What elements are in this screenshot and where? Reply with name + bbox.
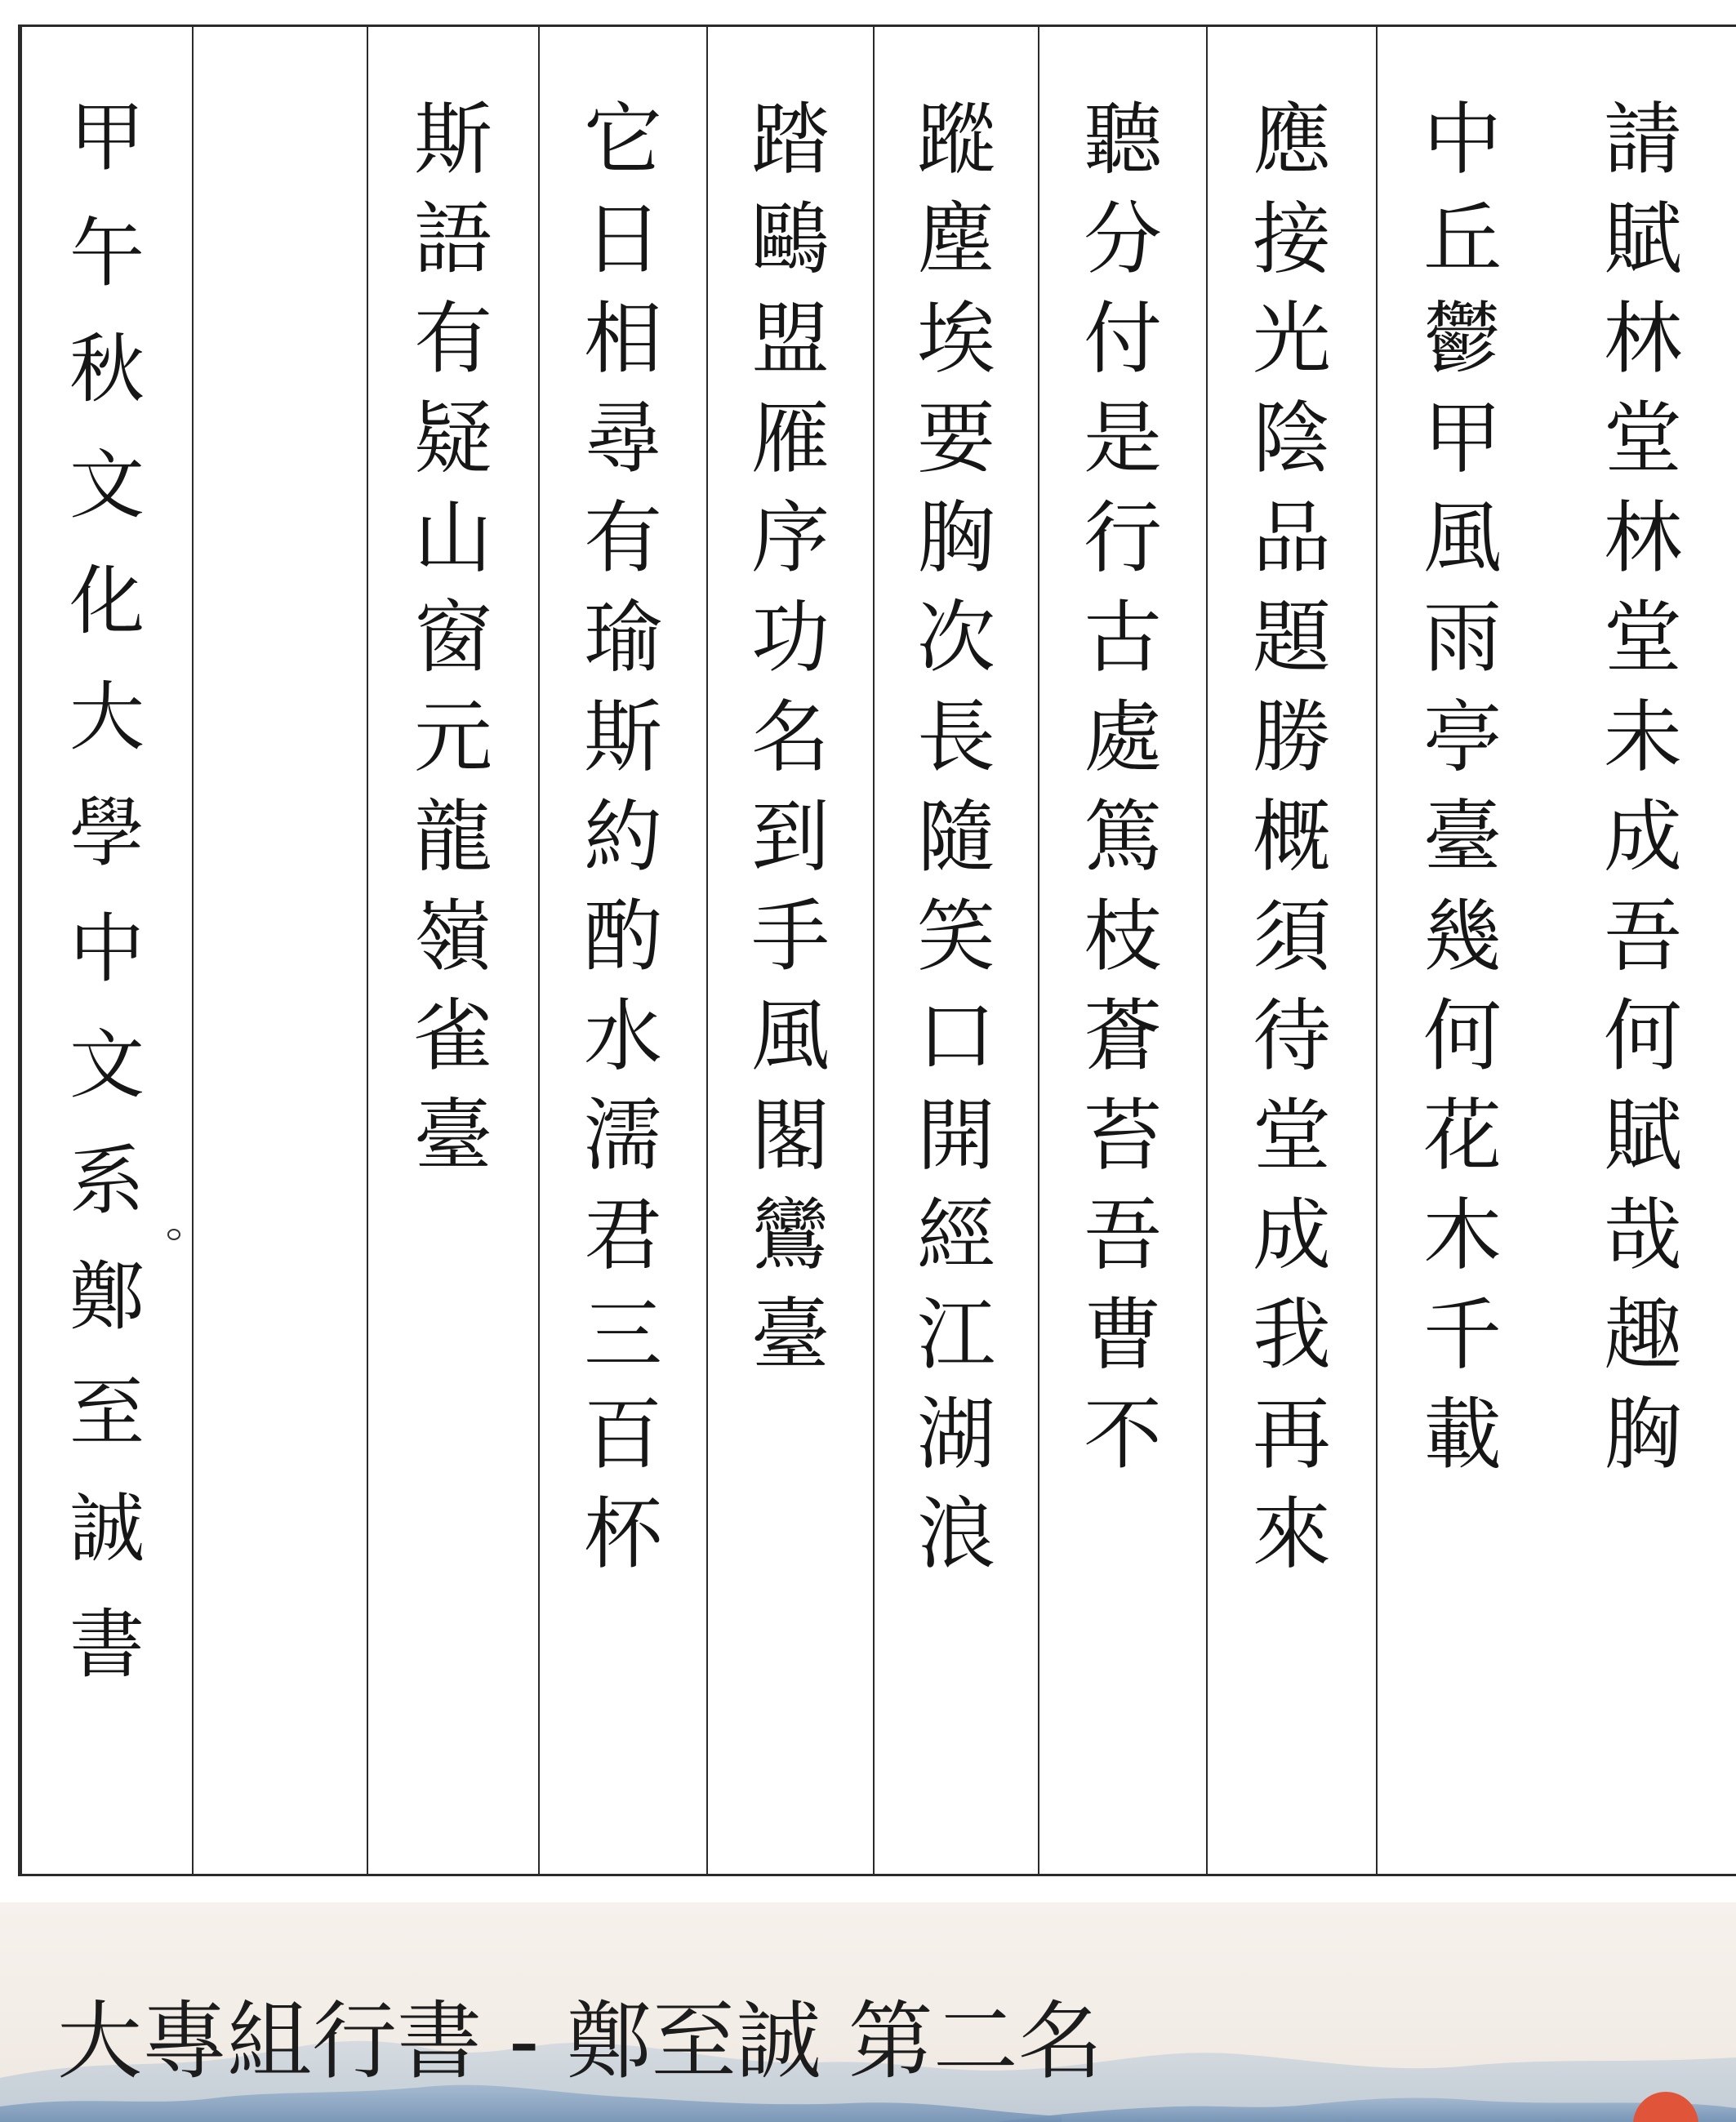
column-text [1378,94,1547,1495]
calligraphy-character: 語 [414,194,492,285]
calligraphy-character: 濡 [584,1090,662,1181]
calligraphy-column-8 [367,27,538,1874]
calligraphy-character: 閣 [751,1090,830,1181]
calligraphy-column-5 [873,27,1038,1874]
column-text [1547,94,1736,1495]
calligraphy-character: 臺 [751,1289,830,1381]
calligraphy-character: 題 [1253,592,1331,683]
calligraphy-character: 曹 [1084,1289,1162,1381]
column-text [368,94,538,1196]
calligraphy-character: 酌 [584,891,662,982]
calligraphy-character: 是 [1084,393,1162,484]
calligraphy-character: 接 [1253,194,1331,285]
calligraphy-character: 鸞 [751,1190,830,1281]
signature-column [20,27,192,1874]
calligraphy-character: 疑 [414,393,492,484]
calligraphy-character: 長 [917,692,995,783]
calligraphy-character: 風 [1423,492,1502,584]
calligraphy-character: 篤 [1084,791,1162,883]
calligraphy-character: 名 [751,692,830,783]
calligraphy-column-1 [1547,27,1736,1874]
calligraphy-character: 手 [751,891,830,982]
calligraphy-character: 至 [69,1369,145,1457]
calligraphy-character: 文 [69,442,145,529]
calligraphy-character: 午 [69,210,145,297]
calligraphy-character: 江 [917,1289,995,1381]
calligraphy-character: 行 [1084,492,1162,584]
calligraphy-character: 秋 [69,326,145,413]
column-text [1208,94,1376,1595]
calligraphy-character: 雀 [414,990,492,1082]
calligraphy-character: 勝 [1253,692,1331,783]
calligraphy-character: 盟 [751,293,830,385]
ink-dot [167,1229,180,1240]
calligraphy-character: 何 [1604,990,1682,1082]
calligraphy-character: 蒼 [1084,990,1162,1082]
calligraphy-character: 趣 [1604,1289,1682,1381]
calligraphy-character: 胸 [917,492,995,584]
calligraphy-sheet [18,24,1736,1876]
calligraphy-character: 品 [1253,492,1331,584]
calligraphy-character: 須 [1253,891,1331,982]
calligraphy-character: 雁 [751,393,830,484]
column-text [708,94,873,1395]
calligraphy-column-4 [1038,27,1206,1874]
calligraphy-character: 應 [1253,94,1331,185]
calligraphy-character: 大 [69,674,145,761]
calligraphy-character: 踏 [751,94,830,185]
calligraphy-character: 甲 [69,94,145,181]
calligraphy-character: 吾 [1604,891,1682,982]
calligraphy-character: 成 [1253,1190,1331,1281]
calligraphy-character: 笑 [917,891,995,982]
calligraphy-character: 到 [751,791,830,883]
calligraphy-character: 亭 [1423,692,1502,783]
calligraphy-character: 鄭 [69,1253,145,1341]
calligraphy-character: 堂 [1604,592,1682,683]
calligraphy-character: 序 [751,492,830,584]
award-caption: 大專組行書 - 鄭至誠 第二名 [57,1991,1103,2091]
calligraphy-character: 蹤 [917,94,995,185]
calligraphy-character: 嶺 [414,891,492,982]
calligraphy-character: 水 [584,990,662,1082]
calligraphy-character: 何 [1423,990,1502,1082]
column-text [540,94,706,1595]
calligraphy-character: 相 [584,293,662,385]
calligraphy-character: 杯 [584,1488,662,1580]
column-text [875,94,1038,1595]
calligraphy-character: 千 [1423,1289,1502,1381]
calligraphy-character: 君 [584,1190,662,1281]
calligraphy-character: 風 [751,990,830,1082]
calligraphy-character: 花 [1423,1090,1502,1181]
calligraphy-character: 鬱 [1423,293,1502,385]
calligraphy-character: 林 [1604,293,1682,385]
calligraphy-character: 文 [69,1021,145,1109]
calligraphy-column-9 [192,27,367,1874]
calligraphy-character: 誠 [69,1485,145,1573]
calligraphy-character: 經 [917,1190,995,1281]
calligraphy-character: 載 [1423,1389,1502,1480]
calligraphy-character: 請 [1604,94,1682,185]
calligraphy-character: 來 [1253,1488,1331,1580]
calligraphy-character: 三 [584,1289,662,1381]
calligraphy-character: 吾 [1084,1190,1162,1281]
calligraphy-character: 胸 [1604,1389,1682,1480]
calligraphy-character: 枝 [1084,891,1162,982]
calligraphy-character: 塵 [917,194,995,285]
calligraphy-character: 未 [1604,692,1682,783]
calligraphy-character: 成 [1604,791,1682,883]
calligraphy-character: 幾 [1423,891,1502,982]
calligraphy-character: 百 [584,1389,662,1480]
calligraphy-character: 化 [69,558,145,645]
calligraphy-character: 瑜 [584,592,662,683]
calligraphy-character: 口 [917,990,995,1082]
calligraphy-character: 有 [584,492,662,584]
signature-text [22,94,192,1724]
calligraphy-character: 尋 [584,393,662,484]
calligraphy-character: 我 [1253,1289,1331,1381]
calligraphy-character: 次 [917,592,995,683]
calligraphy-character: 隨 [917,791,995,883]
calligraphy-character: 陰 [1253,393,1331,484]
calligraphy-character: 鷗 [751,194,830,285]
calligraphy-character: 山 [414,492,492,584]
calligraphy-column-6 [706,27,873,1874]
calligraphy-character: 分 [1084,194,1162,285]
column-text [1039,94,1206,1495]
calligraphy-column-3 [1206,27,1376,1874]
calligraphy-character: 窗 [414,592,492,683]
calligraphy-character: 臺 [1423,791,1502,883]
calligraphy-character: 斯 [414,94,492,185]
calligraphy-character: 中 [69,905,145,993]
calligraphy-character: 賦 [1604,1090,1682,1181]
calligraphy-character: 功 [751,592,830,683]
calligraphy-character: 概 [1253,791,1331,883]
calligraphy-character: 付 [1084,293,1162,385]
calligraphy-character: 湖 [917,1389,995,1480]
calligraphy-character: 哉 [1604,1190,1682,1281]
calligraphy-character: 元 [414,692,492,783]
calligraphy-character: 中 [1423,94,1502,185]
calligraphy-character: 要 [917,393,995,484]
calligraphy-character: 它 [584,94,662,185]
calligraphy-character: 雨 [1423,592,1502,683]
calligraphy-character: 林 [1604,492,1682,584]
calligraphy-character: 聽 [1084,94,1162,185]
calligraphy-character: 學 [69,790,145,877]
calligraphy-character: 丘 [1423,194,1502,285]
footer-banner [0,1902,1736,2122]
calligraphy-character: 埃 [917,293,995,385]
calligraphy-character: 光 [1253,293,1331,385]
calligraphy-column-2 [1376,27,1547,1874]
calligraphy-character: 古 [1084,592,1162,683]
calligraphy-character: 浪 [917,1488,995,1580]
calligraphy-character: 賦 [1604,194,1682,285]
calligraphy-character: 不 [1084,1389,1162,1480]
calligraphy-character: 再 [1253,1389,1331,1480]
calligraphy-character: 斯 [584,692,662,783]
calligraphy-character: 有 [414,293,492,385]
calligraphy-character: 開 [917,1090,995,1181]
calligraphy-character: 木 [1423,1190,1502,1281]
calligraphy-character: 約 [584,791,662,883]
calligraphy-character: 堂 [1253,1090,1331,1181]
calligraphy-character: 龍 [414,791,492,883]
calligraphy-character: 堂 [1604,393,1682,484]
calligraphy-character: 書 [69,1601,145,1688]
calligraphy-character: 待 [1253,990,1331,1082]
calligraphy-character: 甲 [1423,393,1502,484]
calligraphy-character: 臺 [414,1090,492,1181]
calligraphy-column-7 [538,27,706,1874]
calligraphy-character: 日 [584,194,662,285]
calligraphy-character: 系 [69,1137,145,1225]
calligraphy-character: 苔 [1084,1090,1162,1181]
calligraphy-character: 處 [1084,692,1162,783]
